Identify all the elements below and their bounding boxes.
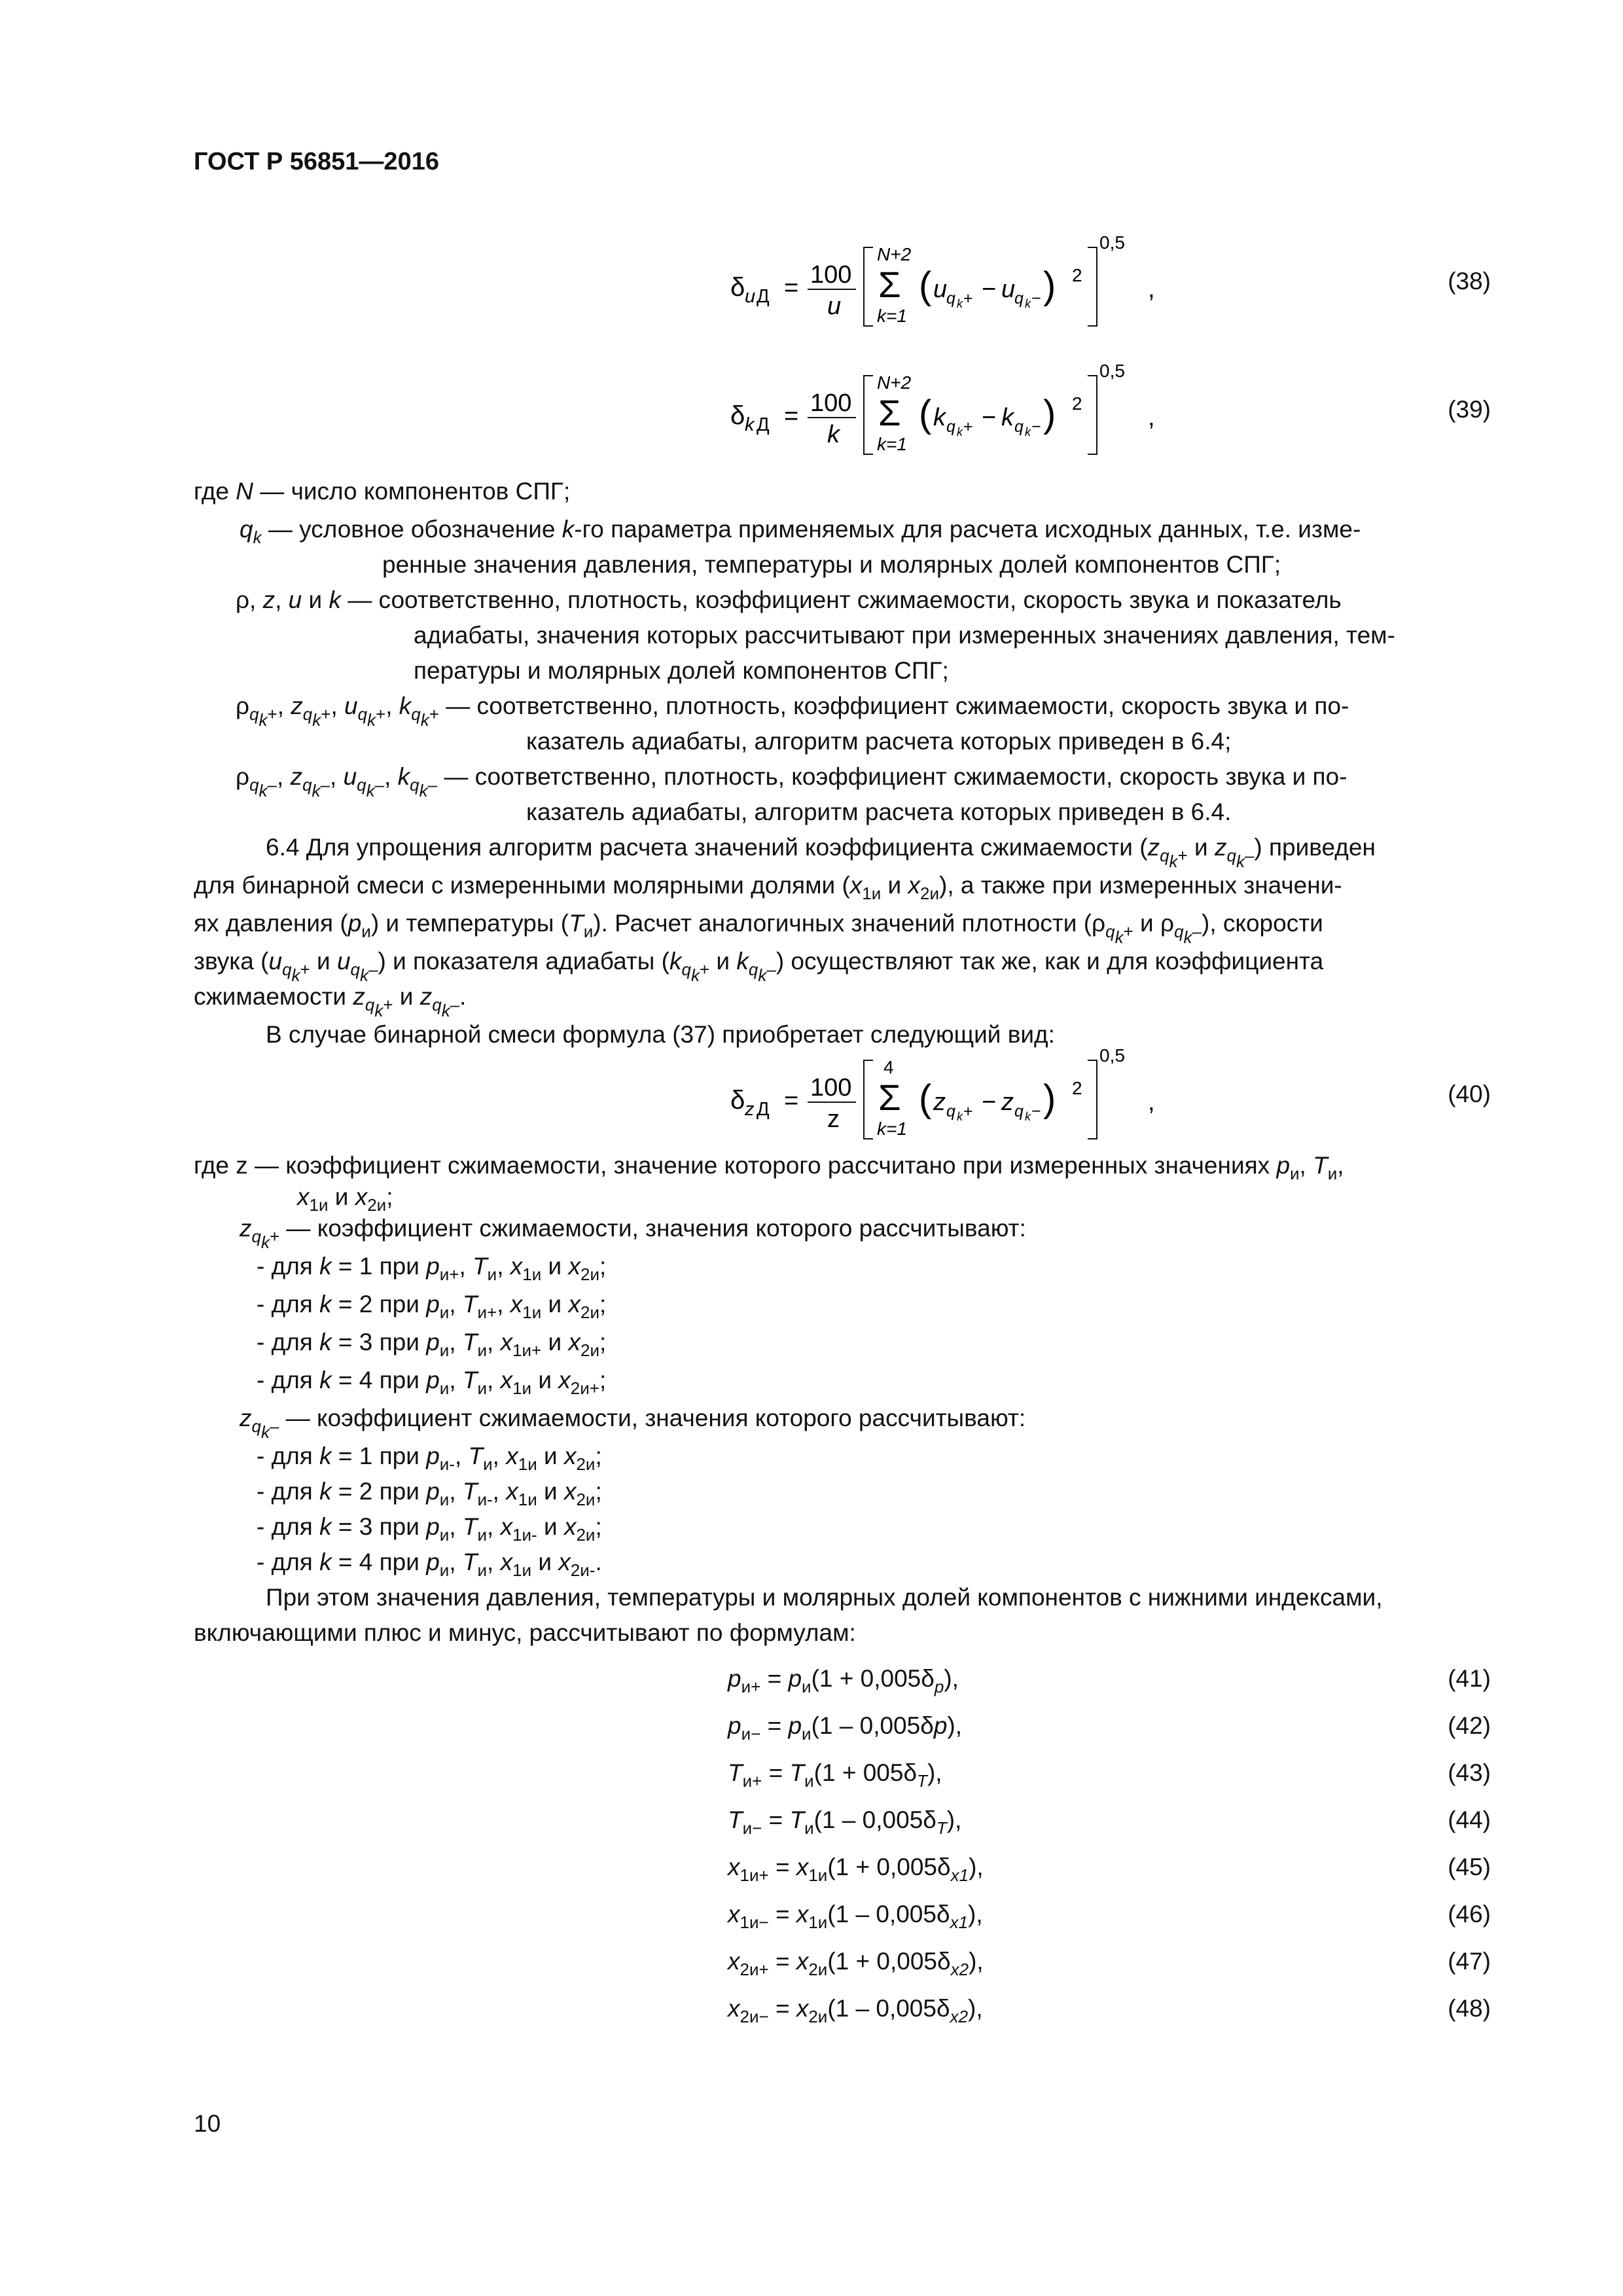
where1-n: где N — число компонентов СПГ; (194, 478, 571, 505)
svg-text:+: + (963, 289, 973, 308)
svg-text:Σ: Σ (878, 1077, 901, 1118)
formula-43: $T_{и+} = T_и(1 + 005\delta_T)$, (43) (0, 1754, 1623, 1792)
eq38-numerator: 100 (810, 261, 852, 289)
svg-text:−: − (982, 276, 997, 303)
formula-41-number: (41) (1448, 1665, 1491, 1692)
svg-text:−: − (982, 404, 997, 431)
svg-text:0,5: 0,5 (1099, 1045, 1125, 1066)
svg-text:z: z (827, 1105, 840, 1133)
formula-47: $x_{2и+} = x_{2и}(1 + 0,005\delta_{x2})$, (47) (0, 1943, 1623, 1981)
zplus-k2: - для k = 2 при $p_и$, $T_{и+}$, $x_{1и}$ и $x_{2и}$; (257, 1291, 607, 1322)
eq38-lower: k=1 (877, 306, 907, 326)
where1-minus-line2: казатель адиабаты, алгоритм расчета которых приведен в 6.4. (526, 798, 1232, 825)
svg-text:−: − (1031, 1102, 1041, 1121)
svg-text:k: k (1025, 297, 1031, 310)
svg-text:k: k (957, 425, 963, 439)
equation-39-number: (39) (1448, 396, 1491, 423)
formula-42-number: (42) (1448, 1712, 1491, 1739)
eq38-upper: N+2 (877, 244, 912, 264)
equation-39 (194, 357, 1491, 462)
svg-text:N+2: N+2 (877, 372, 912, 393)
eq38-denominator: u (827, 293, 842, 320)
document-header: ГОСТ Р 56851—2016 (194, 148, 439, 175)
equation-39-formula (194, 357, 1491, 462)
svg-text:0,5: 0,5 (1099, 361, 1125, 381)
svg-text:2: 2 (1072, 265, 1082, 285)
eq38-outer-power: 0,5 (1099, 232, 1125, 253)
zplus-k1: - для k = 1 при $p_{и+}$, $T_и$, $x_{1и}$ и $x_{2и}$; (257, 1253, 607, 1284)
where2-zminus: $z_{q_k-}$ — коэффициент сжимаемости, значения которого рассчитывают: (240, 1405, 1026, 1442)
svg-text:δ: δ (730, 1086, 745, 1115)
formula-45-number: (45) (1448, 1854, 1491, 1880)
svg-text:Д: Д (757, 1099, 770, 1120)
where1-plus-line2: казатель адиабаты, алгоритм расчета которых приведен в 6.4; (526, 728, 1232, 755)
svg-text:k: k (1001, 404, 1014, 431)
svg-text:4: 4 (883, 1057, 894, 1077)
svg-text:q: q (946, 418, 955, 436)
svg-text:Σ: Σ (878, 392, 901, 433)
equation-40-number: (40) (1448, 1081, 1491, 1107)
svg-text:100: 100 (810, 389, 852, 417)
svg-text:): ) (1043, 393, 1056, 435)
svg-text:=: = (784, 403, 799, 430)
para64-line3: ях давления $(p_и)$ и температуры $(T_и)$. Расчет аналогичных значений плотности ($\rho_{q_k+}$ и $\rho_{q_k-}$), скорости (194, 910, 1323, 947)
formula-41: $p_{и+} = p_и(1 + 0,005\delta_p)$, (41) (0, 1660, 1623, 1698)
formula-46-number: (46) (1448, 1901, 1491, 1928)
svg-text:k: k (957, 1110, 963, 1123)
svg-text:z: z (1001, 1088, 1014, 1116)
eq38-lhs-sub2: Д (757, 286, 770, 307)
svg-text:q: q (946, 289, 955, 308)
svg-text:q: q (1014, 289, 1024, 308)
svg-text:k: k (745, 414, 755, 435)
last-para-line2: включающими плюс и минус, рассчитывают по формулам: (194, 1619, 856, 1646)
where2-zplus: $z_{q_k+}$ — коэффициент сжимаемости, значения которого рассчитывают: (240, 1215, 1026, 1252)
formula-47-number: (47) (1448, 1948, 1491, 1975)
zminus-k4: - для k = 4 при $p_и$, $T_и$, $x_{1и}$ и $x_{2и-}$. (257, 1549, 602, 1580)
svg-text:z: z (933, 1088, 946, 1116)
para64-line4: звука ($u_{q_k+}$ и $u_{q_k-}$) и показателя адиабаты ($k_{q_k+}$ и $k_{q_k-}$) осуществляют так же, как и для коэффициента (194, 948, 1324, 985)
svg-text:k: k (957, 297, 963, 310)
eq38-sigma: Σ (878, 264, 901, 305)
formula-45: $x_{1и+} = x_{1и}(1 + 0,005\delta_{x1})$, (45) (0, 1848, 1623, 1886)
para64-line2: для бинарной смеси с измеренными молярными долями ($x_{1и}$ и $x_{2и}$), а также при измеренных значени- (194, 872, 1342, 903)
where2-line1: где z — коэффициент сжимаемости, значение которого рассчитано при измеренных значениях $p_и$, $T_и$, (194, 1152, 1344, 1183)
svg-text:+: + (963, 418, 973, 436)
svg-text:−: − (1031, 418, 1041, 436)
svg-text:δ: δ (730, 401, 745, 430)
zplus-k4: - для k = 4 при $p_и$, $T_и$, $x_{1и}$ и $x_{2и+}$; (257, 1367, 607, 1398)
where1-qk-line2: ренные значения давления, температуры и молярных долей компонентов СПГ; (382, 551, 1281, 578)
svg-text:,: , (1148, 1088, 1155, 1116)
svg-text:=: = (784, 274, 799, 302)
formula-48-number: (48) (1448, 1995, 1491, 2022)
svg-text:k: k (1025, 1110, 1031, 1123)
equation-40-formula (194, 1042, 1491, 1147)
formula-44-number: (44) (1448, 1806, 1491, 1833)
svg-text:q: q (946, 1102, 955, 1121)
svg-text:k=1: k=1 (877, 1119, 907, 1139)
svg-text:2: 2 (1072, 1078, 1082, 1098)
svg-text:(: ( (919, 393, 932, 435)
svg-text:+: + (963, 1102, 973, 1121)
svg-text:k: k (827, 421, 840, 448)
where1-qk-line1: $q_k$ — условное обозначение k-го параметра применяемых для расчета исходных данных, т.е. изме- (240, 516, 1361, 547)
para64-line1: 6.4 Для упрощения алгоритм расчета значений коэффициента сжимаемости ($z_{q_k+}$ и $z_{q_k-}$) приведен (266, 834, 1376, 871)
svg-text:(: ( (919, 264, 932, 307)
svg-text:−: − (982, 1088, 997, 1116)
where2-line2: $x_{1и}$ и $x_{2и}$; (297, 1183, 393, 1215)
para64-line5: сжимаемости $z_{q_k+}$ и $z_{q_k-}$. (194, 983, 467, 1020)
equation-40 (194, 1042, 1491, 1147)
svg-text:k: k (1025, 425, 1031, 439)
svg-text:u: u (1001, 276, 1016, 303)
formula-43-number: (43) (1448, 1759, 1491, 1786)
svg-text:z: z (745, 1099, 755, 1120)
svg-text:,: , (1148, 404, 1155, 431)
svg-text:100: 100 (810, 1074, 852, 1102)
eq38-lhs: δ (730, 273, 745, 302)
svg-text:): ) (1043, 1077, 1056, 1120)
where1-rho-line1: ρ, z, u и k — соответственно, плотность, коэффициент сжимаемости, скорость звука и показатель (236, 586, 1342, 613)
zminus-k2: - для k = 2 при $p_и$, $T_{и-}$, $x_{1и}$ и $x_{2и}$; (257, 1478, 602, 1509)
formula-46: $x_{1и-} = x_{1и}(1 - 0,005\delta_{x1})$, (46) (0, 1895, 1623, 1933)
svg-text:q: q (1014, 418, 1024, 436)
svg-text:q: q (1014, 1102, 1024, 1121)
svg-text:2: 2 (1072, 393, 1082, 414)
eq38-lhs-sub: u (745, 286, 756, 307)
svg-text:k: k (933, 404, 946, 431)
where1-minus-line1: $\rho_{q_k-}$, $z_{q_k-}$, $u_{q_k-}$, $k_{q_k-}$ — соответственно, плотность, коэффициент сжимаемости, скорость звука и по- (236, 763, 1347, 800)
equation-38 (194, 229, 1491, 334)
zplus-k3: - для k = 3 при $p_и$, $T_и$, $x_{1и+}$ и $x_{2и}$; (257, 1329, 607, 1360)
where1-rho-line2: адиабаты, значения которых рассчитывают при измеренных значениях давления, тем- (414, 622, 1395, 649)
svg-text:(: ( (919, 1077, 932, 1120)
svg-text:−: − (1031, 289, 1041, 308)
equation-38-number: (38) (1448, 268, 1491, 295)
svg-text:u: u (933, 276, 948, 303)
formula-48: $x_{2и-} = x_{2и}(1 - 0,005\delta_{x2})$, (48) (0, 1990, 1623, 2028)
binary-intro: В случае бинарной смеси формула (37) приобретает следующий вид: (266, 1021, 1055, 1048)
formula-44: $T_{и-} = T_и(1 - 0,005\delta_T)$, (44) (0, 1801, 1623, 1839)
svg-text:,: , (1148, 276, 1155, 303)
formula-42: $p_{и-} = p_и(1 - 0,005\delta p)$, (42) (0, 1707, 1623, 1745)
where1-rho-line3: пературы и молярных долей компонентов СПГ; (414, 657, 949, 684)
svg-text:k=1: k=1 (877, 434, 907, 454)
svg-text:): ) (1043, 264, 1056, 307)
equation-38-formula (194, 229, 1491, 334)
page-number: 10 (194, 2110, 221, 2137)
last-para-line1: При этом значения давления, температуры и молярных долей компонентов с нижними индексами, (266, 1584, 1383, 1611)
svg-text:Д: Д (757, 414, 770, 435)
where1-plus-line1: $\rho_{q_k+}$, $z_{q_k+}$, $u_{q_k+}$, $k_{q_k+}$ — соответственно, плотность, коэффициент сжимаемости, скорость звука и по- (236, 692, 1349, 730)
zminus-k3: - для k = 3 при $p_и$, $T_и$, $x_{1и-}$ и $x_{2и}$; (257, 1513, 602, 1545)
zminus-k1: - для k = 1 при $p_{и-}$, $T_и$, $x_{1и}$ и $x_{2и}$; (257, 1443, 602, 1474)
svg-text:=: = (784, 1087, 799, 1115)
